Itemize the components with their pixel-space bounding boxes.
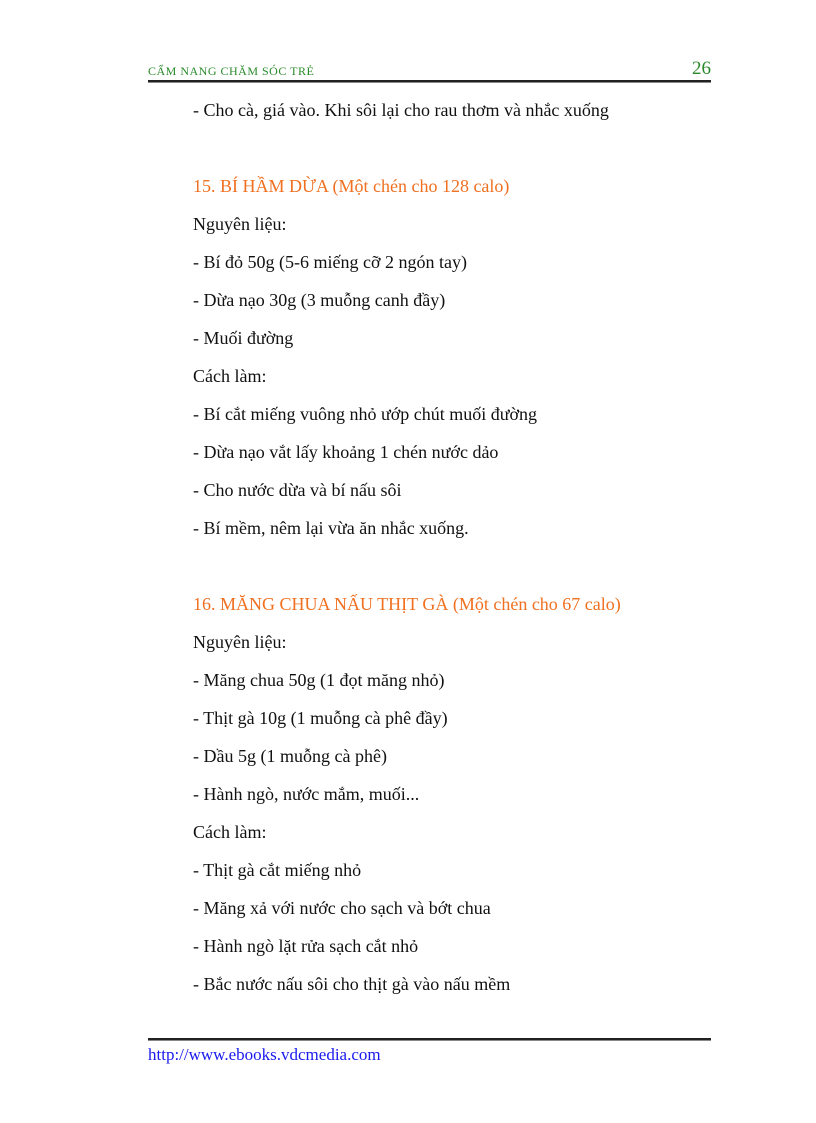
text-line: - Bí đỏ 50g (5-6 miếng cỡ 2 ngón tay)	[193, 252, 467, 272]
text-line: - Măng xả với nước cho sạch và bớt chua	[193, 898, 491, 918]
page-header	[148, 60, 711, 80]
footer-rule	[148, 1038, 711, 1041]
text-line: - Dầu 5g (1 muỗng cà phê)	[193, 746, 387, 766]
text-line: - Bí mềm, nêm lại vừa ăn nhắc xuống.	[193, 518, 469, 538]
text-line: - Dừa nạo 30g (3 muỗng canh đầy)	[193, 290, 446, 310]
footer-link[interactable]: http://www.ebooks.vdcmedia.com	[148, 1045, 381, 1064]
text-line: - Hành ngò, nước mắm, muối...	[193, 784, 420, 804]
text-line: - Thịt gà cắt miếng nhỏ	[193, 860, 362, 880]
text-line: - Bí cắt miếng vuông nhỏ ướp chút muối đường	[193, 404, 538, 424]
text-line: - Bắc nước nấu sôi cho thịt gà vào nấu mềm	[193, 974, 511, 994]
text-line: - Dừa nạo vắt lấy khoảng 1 chén nước dảo	[193, 442, 499, 462]
section-heading: 15. BÍ HẦM DỪA (Một chén cho 128 calo)	[193, 176, 510, 196]
text-line: - Thịt gà 10g (1 muỗng cà phê đầy)	[193, 708, 448, 728]
text-line: - Cho nước dừa và bí nấu sôi	[193, 480, 402, 500]
header-rule	[148, 80, 711, 83]
text-line: - Hành ngò lặt rửa sạch cắt nhỏ	[193, 936, 419, 956]
text-line: Nguyên liệu:	[193, 214, 287, 234]
header-title: CẨM NANG CHĂM SÓC TRẺ	[148, 64, 315, 78]
text-line: Cách làm:	[193, 822, 267, 842]
text-line: Nguyên liệu:	[193, 632, 287, 652]
page-number: 26	[692, 58, 711, 79]
text-line: Cách làm:	[193, 366, 267, 386]
text-line: - Muối đường	[193, 328, 294, 348]
section-heading: 16. MĂNG CHUA NẤU THỊT GÀ (Một chén cho 67 calo)	[193, 594, 621, 614]
text-line: - Măng chua 50g (1 đọt măng nhỏ)	[193, 670, 445, 690]
text-line: - Cho cà, giá vào. Khi sôi lại cho rau thơm và nhắc xuống	[193, 100, 609, 120]
